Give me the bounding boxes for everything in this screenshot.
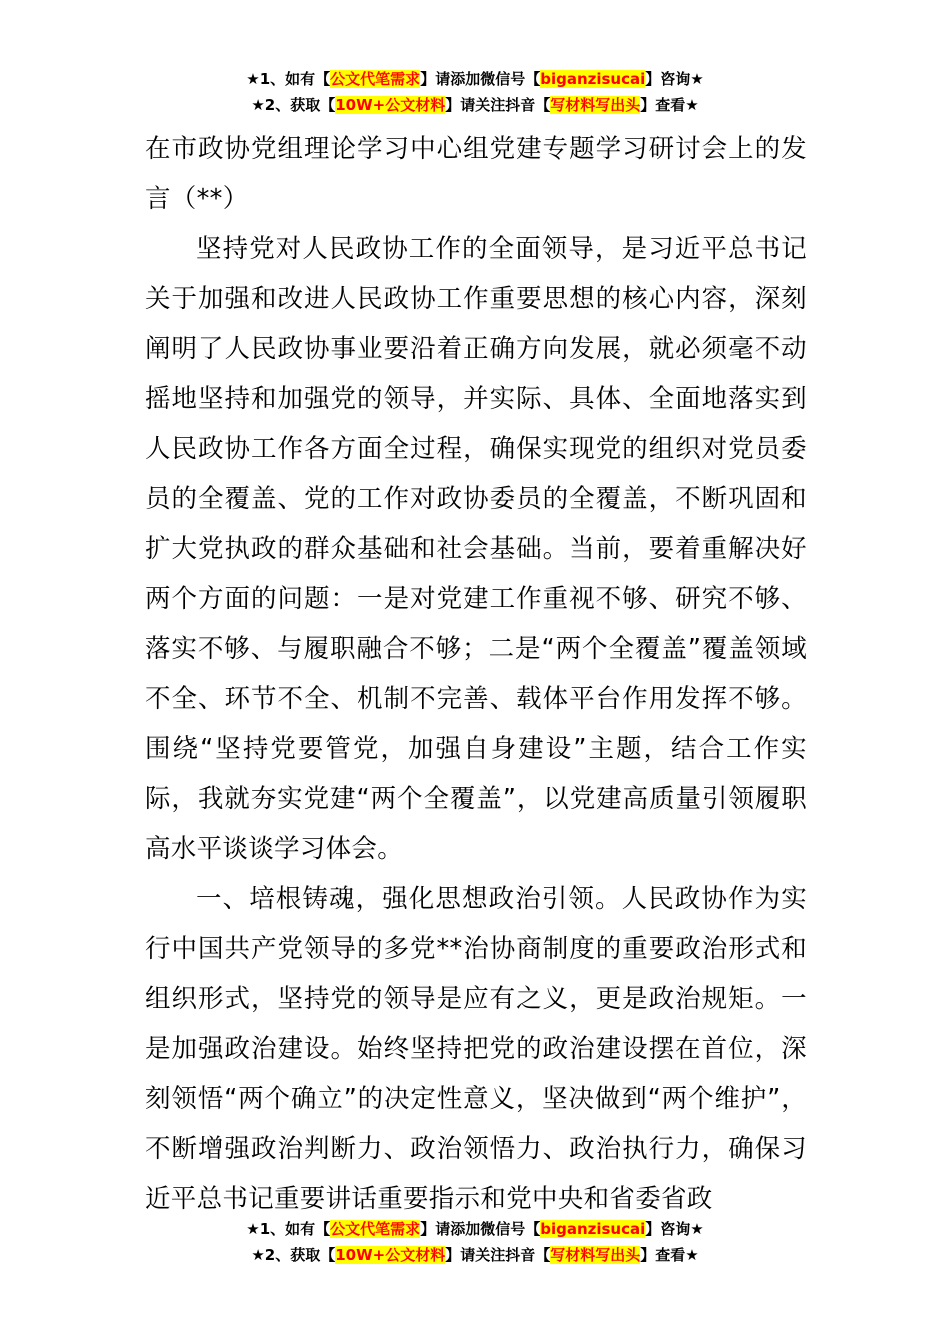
- footer-ad-banner: [0, 1216, 950, 1268]
- banner-text: 】请关注抖音【: [445, 96, 551, 114]
- banner-highlight: 10W+公文材料: [335, 1246, 446, 1264]
- document-body: [145, 124, 807, 1224]
- paragraph-intro: 坚持党对人民政协工作的全面领导，是习近平总书记关于加强和改进人民政协工作重要思想的核心内容，深刻阐明了人民政协事业要沿着正确方向发展，就必须毫不动摇地坚持和加强党的领导，并实际、具体、全面地落实到人民政协工作各方面全过程，确保实现党的组织对党员委员的全覆盖、党的工作对政协委员的全覆盖，不断巩固和扩大党执政的群众基础和社会基础。当前，要着重解决好两个方面的问题：一是对党建工作重视不够、研究不够、落实不够、与履职融合不够；二是“两个全覆盖”覆盖领域不全、环节不全、机制不完善、载体平台作用发挥不够。围绕“坚持党要管党，加强自身建设”主题，结合工作实际，我就夯实党建“两个全覆盖”，以党建高质量引领履职高水平谈谈学习体会。: [145, 234, 807, 864]
- banner-text: 】查看★: [640, 1246, 699, 1264]
- banner-text: 】咨询★: [645, 70, 704, 88]
- banner-text: 】请添加微信号【: [420, 70, 541, 88]
- banner-highlight: 10W+公文材料: [335, 96, 446, 114]
- document-title: 在市政协党组理论学习中心组党建专题学习研讨会上的发言（**）: [145, 134, 807, 214]
- banner-highlight: 公文代笔需求: [330, 70, 421, 88]
- banner-text: ★1、如有【: [246, 1220, 331, 1238]
- banner-text: 】咨询★: [645, 1220, 704, 1238]
- banner-line-1: [0, 1216, 950, 1242]
- banner-text: 】请关注抖音【: [445, 1246, 551, 1264]
- banner-text: 】请添加微信号【: [420, 1220, 541, 1238]
- banner-highlight: biganzisucai: [540, 70, 646, 88]
- banner-line-1: [0, 66, 950, 92]
- banner-line-2: [0, 92, 950, 118]
- header-ad-banner: [0, 66, 950, 118]
- banner-highlight: 写材料写出头: [550, 96, 641, 114]
- banner-text: ★2、获取【: [251, 96, 336, 114]
- banner-highlight: 公文代笔需求: [330, 1220, 421, 1238]
- banner-text: ★2、获取【: [251, 1246, 336, 1264]
- paragraph-section-1: 一、培根铸魂，强化思想政治引领。人民政协作为实行中国共产党领导的多党**治协商制度的重要政治形式和组织形式，坚持党的领导是应有之义，更是政治规矩。一是加强政治建设。始终坚持把党的政治建设摆在首位，深刻领悟“两个确立”的决定性意义，坚决做到“两个维护”，不断增强政治判断力、政治领悟力、政治执行力，确保习近平总书记重要讲话重要指示和党中央和省委省政: [145, 884, 807, 1214]
- banner-highlight: biganzisucai: [540, 1220, 646, 1238]
- banner-line-2: [0, 1242, 950, 1268]
- banner-text: 】查看★: [640, 96, 699, 114]
- banner-text: ★1、如有【: [246, 70, 331, 88]
- banner-highlight: 写材料写出头: [550, 1246, 641, 1264]
